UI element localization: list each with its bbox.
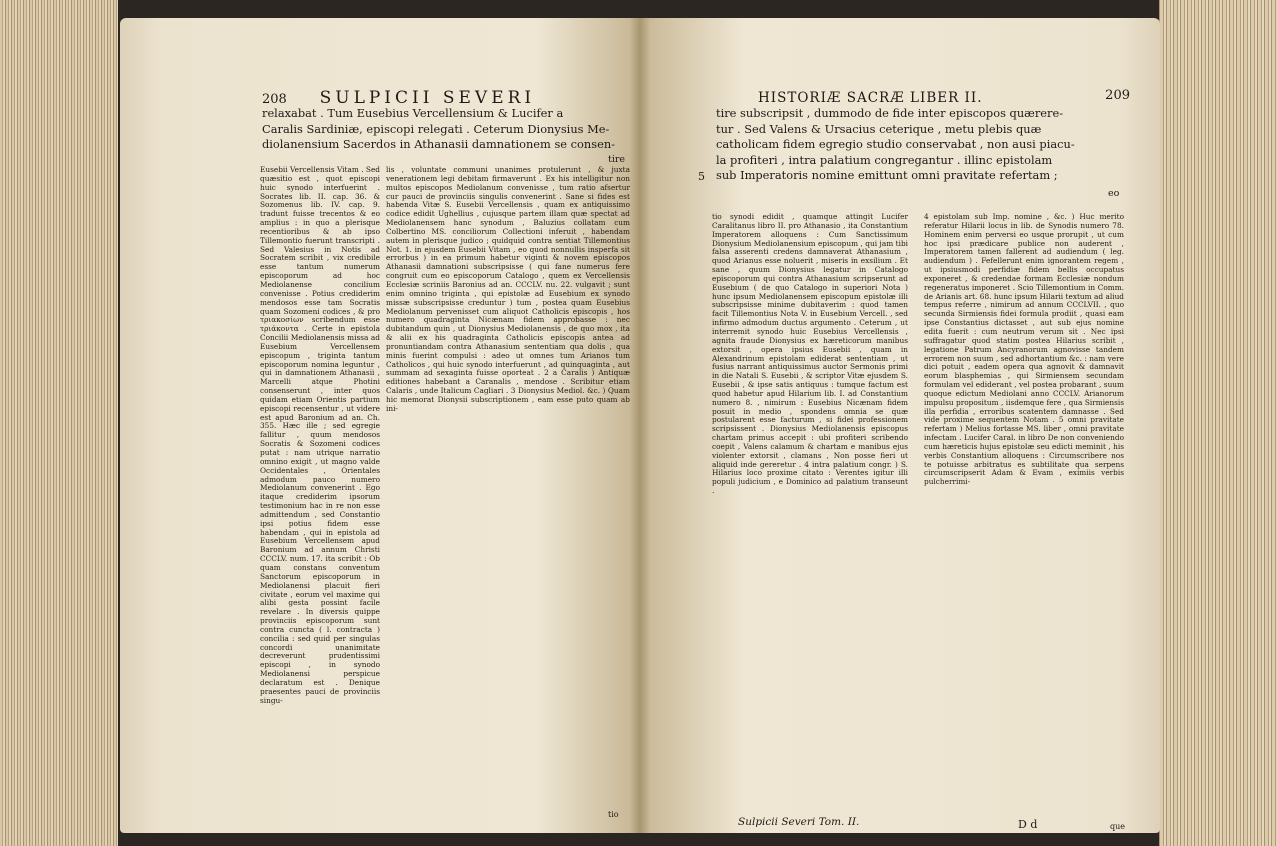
right-running-head-row — [758, 88, 1130, 106]
left-intro-line-2: Caralis Sardiniæ, episcopi relegati . Ceterum Dionysius Me- — [262, 121, 610, 136]
right-intro-line-5: sub Imperatoris nomine emittunt omni pravitate refertam ; — [716, 168, 1058, 182]
right-signature-mark: D d — [1018, 818, 1038, 831]
right-intro-text — [716, 106, 1128, 184]
left-intro-catchword: tire — [608, 154, 626, 165]
left-running-head-row — [262, 88, 535, 108]
right-margin-number: 5 — [698, 170, 705, 183]
right-intro-line-1: tire subscripsit , dummodo de fide inter episcopos quærere- — [716, 106, 1064, 120]
right-intro-line-4: la profiteri , intra palatium congregantur . illinc epistolam — [716, 152, 1053, 167]
left-note-column-1 — [260, 166, 380, 705]
right-column-catchword: que — [1110, 822, 1126, 831]
right-note-column-2-text: 4 epistolam sub Imp. nomine , &c. ) Huc merito referatur Hilarii locus in lib. de Synodis numero 78. Hominem enim perversi eo usque prorupit , ut cum hoc ipsi prædicare publice non auderent , Imperatorem tamen fallerent ad audiendum ( leg. audiendum ) . Fefellerunt enim ignorantem regem , ut ipsiusmodi perfidiæ fidem bellis occupatus exponeret , & credendae formam Ecclesiæ nondum regeneratus imponeret . Scio Tillemontium in Comm. de Arianis art. 68. hunc ipsum Hilarii textum ad aliud tempus referre , nimirum ad annum CCCLVII. , quo secunda Sirmiensis fidei formula prodiit , quasi eam ipse Constantius dictasset , aut sub ejus nomine edita fuerit : cum neutrum verum sit . Nec ipsi suffragatur quod statim postea Hilarius scribit , legatione Patrum Ancyranorum agnovisse tandem errorem non suum , sed adhortantium &c. : nam vere dici potuit , eadem opera qua agnovit & damnavit eorum blasphemias , qui Sirmiensem secundam formulam vel ediderant , vel postea probarant , suum quoque edictum Mediolani anno CCCLV. Arianorum impulsu propositum , iisdemque fere , qua Sirmiensis illa perfidia , erroribus scatentem damnasse . Sed vide proxime sequentem Notam . 5 omni pravitate refertam ) Melius fortasse MS. liber , omni pravitate infectam . Lucifer Caral. in libro De non conveniendo cum hæreticis hujus epistolæ seu edicti meminit , his verbis Constantium alloquens : Circumscribere nos te potuisse arbitratus es subtilitate qua serpens circumscripserit Adam & Evam , eximiis verbis pulcherrimi- — [924, 212, 1124, 487]
right-footer-title: Sulpicii Severi Tom. II. — [738, 816, 860, 828]
right-note-column-2 — [924, 213, 1124, 487]
left-page — [120, 18, 640, 833]
left-note-column-2 — [386, 166, 630, 414]
left-note-column-2-text: lis , voluntate communi unanimes protulerunt , & juxta venerationem legi debitam firmaverunt . Ex his intelligitur non multos episcopos Mediolanum convenisse , tum ratio afsertur cur pauci de provinciis singulis convenerint . Sane si fides est habenda Vitæ S. Eusebii Vercellensis , quam ex antiquissimo codice edidit Ughellius , cujusque partem illam quæ spectat ad Mediolanensem hanc synodum , Baluzius collatam cum Colbertino MS. conciliorum Collectioni inferuit , habendam autem in plerisque judico ; quidquid contra sentiat Tillemontius Not. 1. in ejusdem Eusebii Vitam , eo quod nonnullis insperfa sit errorbus ) in ea primum habetur viginti & novem episcopos Athanasii damnationi subscripsisse ( qui fane numerus fere congruit cum eo episcoporum Catalogo , quem ex Vercellensis Ecclesiæ scriniis Baronius ad an. CCCLV. nu. 22. vulgavit ; sunt enim omnino triginta , qui epistolæ ad Eusebium ex synodo missæ subscripsisse creduntur ) tum , postea quam Eusebius Mediolanum pervenisset cum aliquot Catholicis episcopis , hos numero quadraginta Nicænam fidem approbasse : nec dubitandum quin , ut Dionysius Mediolanensis , de quo mox , ita & alii ex his quadraginta Catholicis episcopis antea ad pronuntiandam contra Athanasium sententiam qua dolis , qua minis fuerint compulsi : adeo ut omnes tum Arianos tum Catholicos , qui huic synodo interfuerunt , ad quinquaginta , aut summam ad sexaginta fuisse oporteat . 2 a Caralis ) Antiquæ editiones habebant a Caranalis , mendose . Scribitur etiam Calaris , unde Italicum Cagliari . 3 Dionysius Mediol. &c. ) Quam hic memorat Dionysii subscriptionem , eam esse puto quam ab ini- — [386, 165, 630, 413]
right-note-column-1 — [712, 213, 908, 496]
left-page-number: 208 — [262, 92, 287, 107]
left-intro-line-3: diolanensium Sacerdos in Athanasii damnationem se consen- — [262, 137, 616, 151]
right-page — [640, 18, 1160, 833]
left-note-column-1-text: Eusebii Vercellensis Vitam . Sed quæsitio est , quot episcopi huic synodo interfuerint . Socrates lib. II. cap. 36. & Sozomenus lib. IV. cap. 9. tradunt fuisse trecentos & eo amplius : in quo a plerisque recentioribus & ab ipso Tillemontio fuerunt transcripti . Sed Valesius in Notis ad Socratem scribit , vix credibile esse tantum numerum episcoporum ad hoc Mediolanense concilium convenisse . Potius crediderim mendosos esse tam Socratis quam Sozomeni codices , & pro τριακοσίων scribendum esse τριάκοντα . Certe in epistola Concilii Mediolanensis missa ad Eusebium Vercellensem episcopum , triginta tantum episcoporum nomina leguntur , qui in damnationem Athanasii , Marcelli atque Photini consenserunt , inter quos quidam etiam Orientis partium episcopi recensentur , ut videre est apud Baronium ad an. Ch. 355. Hæc ille ; sed egregie fallitur , quum mendosos Socratis & Sozomeni codices putat : nam utrique narratio omnino exigit , ut magno valde Occidentales , Orientales admodum pauco numero Mediolanum convenerint . Ego itaque crediderim ipsorum testimonium hac in re non esse admittendum , sed Constantio ipsi potius fidem esse habendam , qui in epistola ad Eusebium Vercellensem apud Baronium ad annum Christi CCCLV. num. 17. ita scribit : Ob quam constans conventum Sanctorum episcoporum in Mediolanensi placuit fieri civitate , eorum vel maxime qui alibi gesta possint facile revelare . In diversis quippe provinciis episcoporum sunt contra cuncta ( l. contracta ) concilia : sed quid per singulas concordi unanimitate decreverunt prudentissimi episcopi , in synodo Mediolanensi perspicue declaratum est . Denique praesentes pauci de provinciis singu- — [260, 165, 380, 705]
left-intro-line-1: relaxabat . Tum Eusebius Vercellensium & Lucifer a — [262, 106, 564, 120]
left-page-edges — [0, 0, 118, 846]
left-column-catchword: tio — [608, 810, 619, 819]
right-note-column-1-text: tio synodi edidit , quamque attingit Lucifer Caralitanus libro II. pro Athanasio , ita Constantium Imperatorem alloquens : Cum Sanctissimum Dionysium Mediolanensium episcopum , qui jam tibi falsa asserenti credens damnaverat Athanasium , quod Arianus esse noluerit , miseris in exsilium . Et sane , quum Dionysius legatur in Catalogo episcoporum qui contra Athanasium scripserunt ad Eusebium ( de quo Catalogo in superiori Nota ) hunc ipsum Mediolanensem episcopum epistolæ illi subscripsisse minime dubitaverim : quod tamen facit Tillemontius Nota V. in Eusebium Vercell. , sed infirmo admodum ductus argumento . Ceterum , ut interremit synodo huic Eusebius Vercellensis , agnita fraude Dionysius ex hæreticorum manibus extorsit , opera ipsius Eusebii , quam in Alexandrinum epistolam ediderat sententiam , ut fusius narrant antiquissimus auctor Sermonis primi in die Natali S. Eusebii , & scriptor Vitæ ejusdem S. Eusebii , & ipse satis antiquus : tumque factum est quod habetur apud Hilarium lib. I. ad Constantium numero 8. , nimirum : Eusebius Nicænam fidem posuit in medio , spondens omnia se quæ postularent esse facturum , si fidei professionem scripsissent . Dionysius Mediolanensis episcopus chartam primus accepit : ubi profiteri scribendo coepit , Valens calamum & chartam e manibus ejus violenter extorsit , clamans , Non posse fieri ut aliquid inde gereretur . 4 intra palatium congr. ) S. Hilarius loco proxime citato : Verentes igitur illi populi judicium , e Dominico ad palatium transeunt . — [712, 212, 908, 496]
left-intro-text — [262, 106, 632, 153]
right-intro-line-2: tur . Sed Valens & Ursacius ceterique , metu plebis quæ — [716, 121, 1042, 136]
right-running-head: HISTORIÆ SACRÆ LIBER II. — [758, 90, 983, 106]
right-page-edges — [1159, 0, 1277, 846]
left-running-head: SULPICII SEVERI — [319, 88, 536, 108]
right-intro-catchword: eo — [1108, 188, 1120, 199]
right-page-number: 209 — [1105, 88, 1130, 103]
right-intro-line-3: catholicam fidem egregio studio conservabat , non ausi piacu- — [716, 137, 1075, 151]
